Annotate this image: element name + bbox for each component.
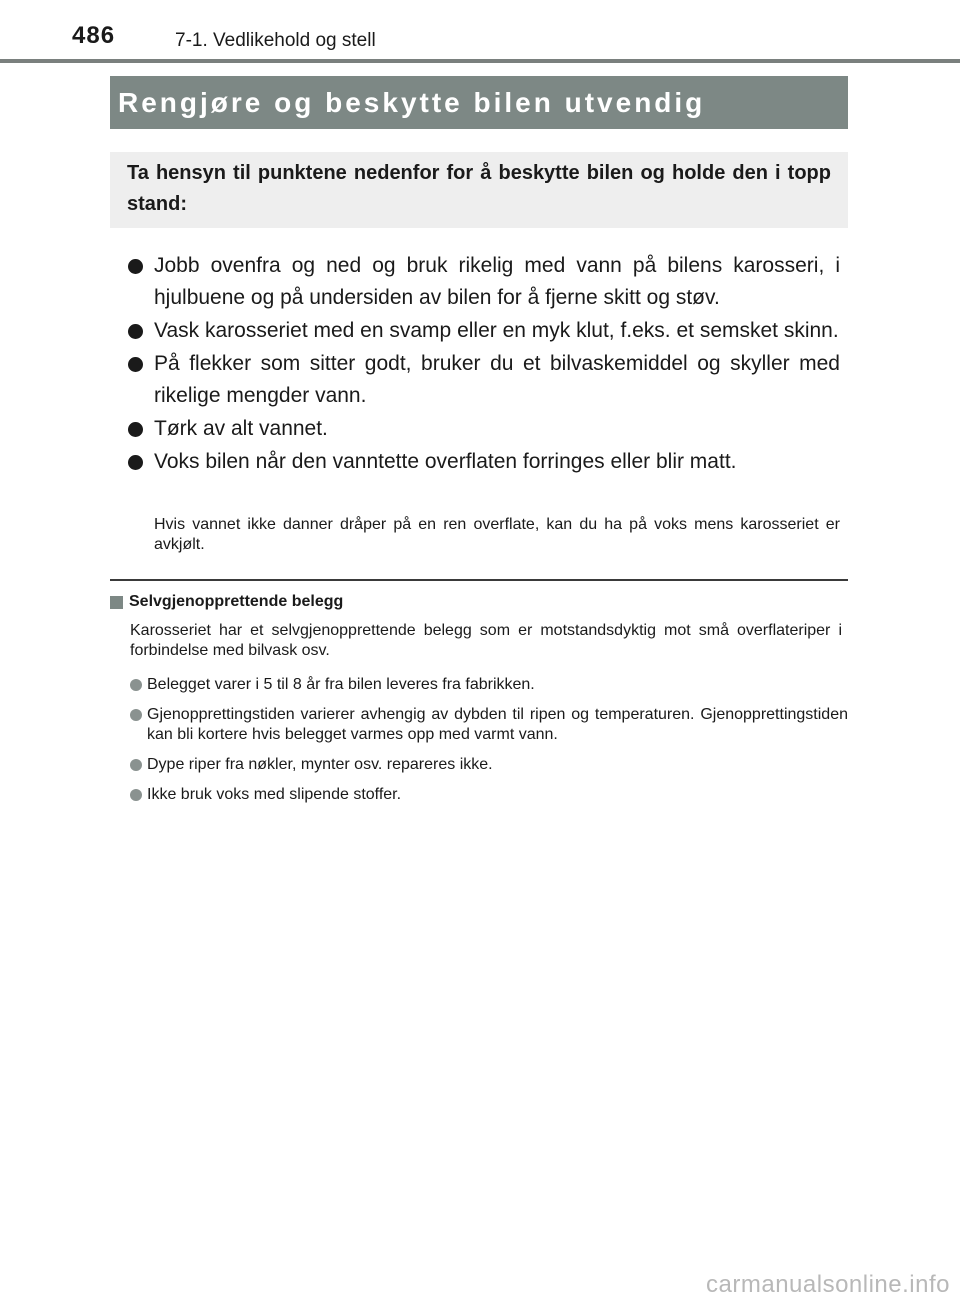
main-list-item [128,250,840,314]
main-list-item [128,413,840,445]
page-number: 486 [72,22,116,49]
main-item-text: Voks bilen når den vanntette overflaten forringes eller blir matt. [154,450,737,473]
subsection-list [130,675,848,815]
subsection-list-item [130,705,848,745]
dot-icon [130,759,142,771]
bullet-icon [128,422,143,437]
intro-text: Ta hensyn til punktene nedenfor for å beskytte bilen og holde den i topp stand: [127,162,831,215]
subsection-heading [110,593,343,611]
dot-icon [130,789,142,801]
square-icon [110,596,123,609]
dot-icon [130,709,142,721]
main-item-text: Vask karosseriet med en svamp eller en myk klut, f.eks. et semsket skinn. [154,319,839,342]
subsection-description: Karosseriet har et selvgjenopprettende belegg som er motstandsdyktig mot små overflateriper i forbindelse med bilvask osv. [130,622,842,659]
bullet-icon [128,357,143,372]
main-list-item [128,446,840,478]
main-note: Hvis vannet ikke danner dråper på en ren overflate, kan du ha på voks mens karosseriet er avkjølt. [154,516,840,553]
subsection-item-text: Dype riper fra nøkler, mynter osv. repareres ikke. [147,756,493,773]
subsection-list-item [130,785,848,805]
bullet-icon [128,259,143,274]
header-rule [0,59,960,63]
title-bar [110,76,848,129]
main-list [128,250,840,479]
page-title: Rengjøre og beskytte bilen utvendig [118,86,706,118]
subsection-item-text: Belegget varer i 5 til 8 år fra bilen leveres fra fabrikken. [147,676,535,693]
main-list-item [128,315,840,347]
bullet-icon [128,455,143,470]
bullet-icon [128,324,143,339]
subsection-list-item [130,755,848,775]
main-item-text: Jobb ovenfra og ned og bruk rikelig med vann på bilens karosseri, i hjulbuene og på undersiden av bilen for å fjerne skitt og støv. [154,254,840,309]
intro-box [110,152,848,228]
subsection-heading-text: Selvgjenopprettende belegg [129,593,344,610]
subsection-item-text: Ikke bruk voks med slipende stoffer. [147,786,402,803]
section-divider [110,579,848,581]
main-item-text: På flekker som sitter godt, bruker du et bilvaskemiddel og skyller med rikelige mengder vann. [154,352,840,407]
dot-icon [130,679,142,691]
subsection-list-item [130,675,848,695]
watermark: carmanualsonline.info [706,1271,950,1298]
main-list-item [128,348,840,412]
main-item-text: Tørk av alt vannet. [154,417,328,440]
section-label: 7-1. Vedlikehold og stell [175,30,376,51]
subsection-item-text: Gjenopprettingstiden varierer avhengig av dybden til ripen og temperaturen. Gjenopprettingstiden kan bli kortere hvis belegget varmes opp med varmt vann. [147,706,848,743]
